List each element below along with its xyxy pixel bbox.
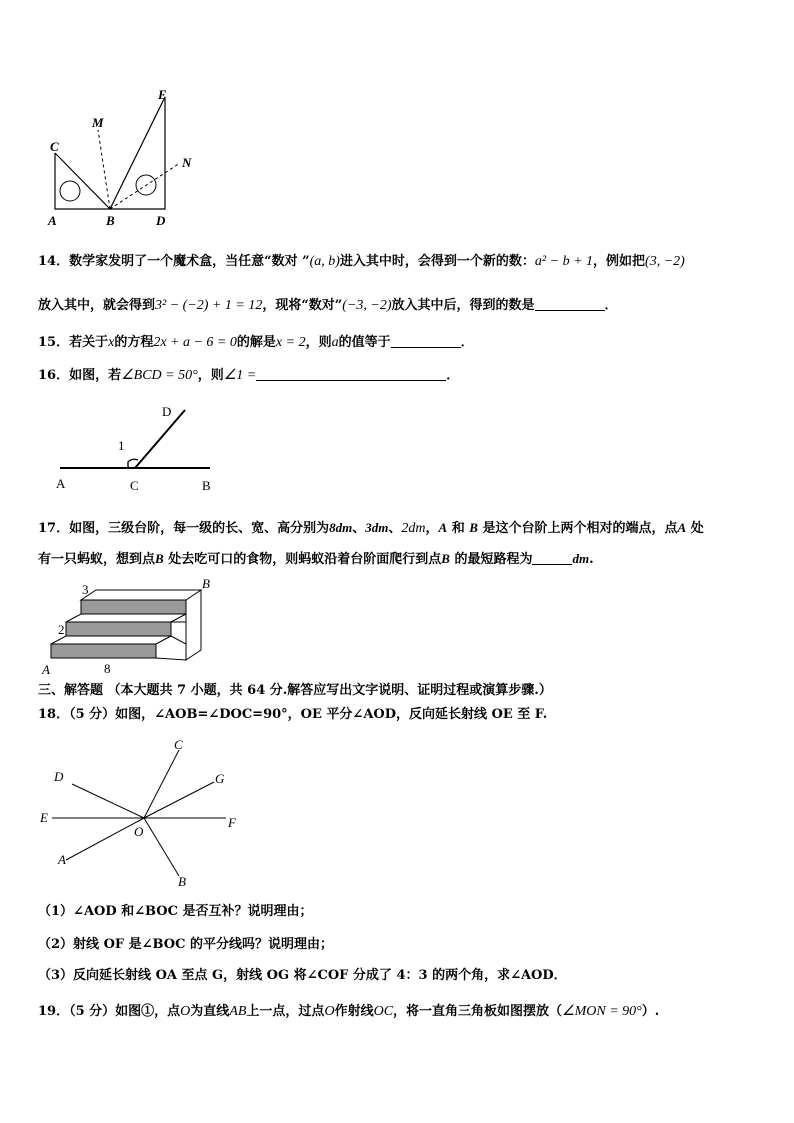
q18-part1: （1）∠AOD 和∠BOC 是否互补？说明理由； — [38, 904, 313, 919]
step-3 — [81, 600, 186, 614]
answer-blank-14[interactable] — [535, 296, 605, 311]
label-c: C — [130, 478, 139, 493]
label-d: D — [54, 769, 64, 784]
q14-line2: 放入其中，就会得到3² − (−2) + 1 = 12，现将“数对”(−3, −2)放入其中后，得到的数是 ． — [38, 298, 618, 313]
figure-18 — [34, 736, 254, 891]
label-3: 3 — [82, 582, 89, 597]
ray-og — [144, 782, 214, 818]
label-e: E — [40, 810, 48, 825]
label-n: N — [182, 155, 192, 170]
right-triangle — [110, 97, 165, 209]
label-8: 8 — [104, 661, 111, 676]
left-triangle — [55, 153, 110, 209]
q14-line1: 14．数学家发明了一个魔术盒，当任意“数对 ”(a, b)进入其中时，会得到一个新的数：a² − b + 1，例如把(3, −2) — [38, 254, 685, 269]
figure-17 — [36, 576, 226, 680]
label-b: B — [202, 478, 211, 493]
label-1: 1 — [118, 438, 125, 453]
label-b: B — [202, 576, 210, 591]
label-f: F — [228, 815, 236, 830]
figure-13 — [40, 85, 210, 230]
step-1 — [51, 644, 156, 658]
label-a: A — [42, 662, 50, 677]
label-e: E — [158, 87, 167, 102]
figure-16 — [50, 398, 230, 498]
q18-part3: （3）反向延长射线 OA 至点 G，射线 OG 将∠COF 分成了 4：3 的两个角，求∠AOD． — [38, 968, 567, 983]
label-2: 2 — [58, 622, 65, 637]
q15-line: 15．若关于x的方程2x + a − 6 = 0的解是x = 2，则a的值等于 ． — [38, 335, 474, 350]
label-b: B — [106, 213, 115, 228]
top-1 — [51, 636, 171, 644]
dashed-bn — [110, 163, 180, 209]
ray-oa — [66, 818, 144, 860]
label-a: A — [56, 476, 66, 491]
answer-blank-15[interactable] — [391, 333, 461, 348]
label-a: A — [58, 852, 66, 867]
label-o: O — [134, 824, 144, 839]
label-m: M — [92, 115, 104, 130]
label-d: D — [156, 213, 166, 228]
q16-line: 16．如图，若∠BCD = 50°，则∠1 = ． — [38, 368, 460, 383]
label-g: G — [215, 771, 225, 786]
q17-line2: 有一只蚂蚁，想到点B 处去吃可口的食物，则蚂蚁沿着台阶面爬行到点B 的最短路程为 dm. — [38, 551, 594, 567]
q17-line1: 17．如图，三级台阶，每一级的长、宽、高分别为8dm、3dm、2dm，A 和 B 是这个台阶上两个相对的端点，点A 处 — [38, 520, 704, 536]
label-c: C — [50, 139, 59, 154]
ray-od — [72, 784, 144, 818]
ray-oc — [144, 750, 179, 818]
ray-cd — [135, 410, 185, 468]
label-c: C — [174, 737, 183, 752]
top-2 — [66, 614, 186, 622]
section-3-heading: 三、解答题 （本大题共 7 小题，共 64 分.解答应写出文字说明、证明过程或演算步骤.） — [38, 683, 552, 698]
ray-ob — [144, 818, 179, 876]
side-back — [186, 590, 201, 660]
left-circle — [60, 181, 80, 201]
answer-blank-16[interactable] — [256, 366, 446, 381]
label-d: D — [162, 404, 172, 419]
step-2 — [66, 622, 171, 636]
label-b: B — [178, 874, 186, 889]
q19-line: 19．（5 分）如图①，点O为直线AB上一点，过点O作射线OC，将一直角三角板如图摆放（∠MON = 90°）. — [38, 1004, 660, 1019]
q18-part2: （2）射线 OF 是∠BOC 的平分线吗？说明理由； — [38, 937, 333, 952]
top-3 — [81, 590, 201, 600]
dashed-bm — [98, 130, 110, 209]
label-a: A — [48, 213, 57, 228]
answer-blank-17[interactable] — [532, 550, 572, 565]
side-mid — [171, 622, 186, 636]
q18-stem: 18．（5 分）如图，∠AOB=∠DOC=90°，OE 平分∠AOD，反向延长射线 OE 至 F. — [38, 707, 548, 722]
